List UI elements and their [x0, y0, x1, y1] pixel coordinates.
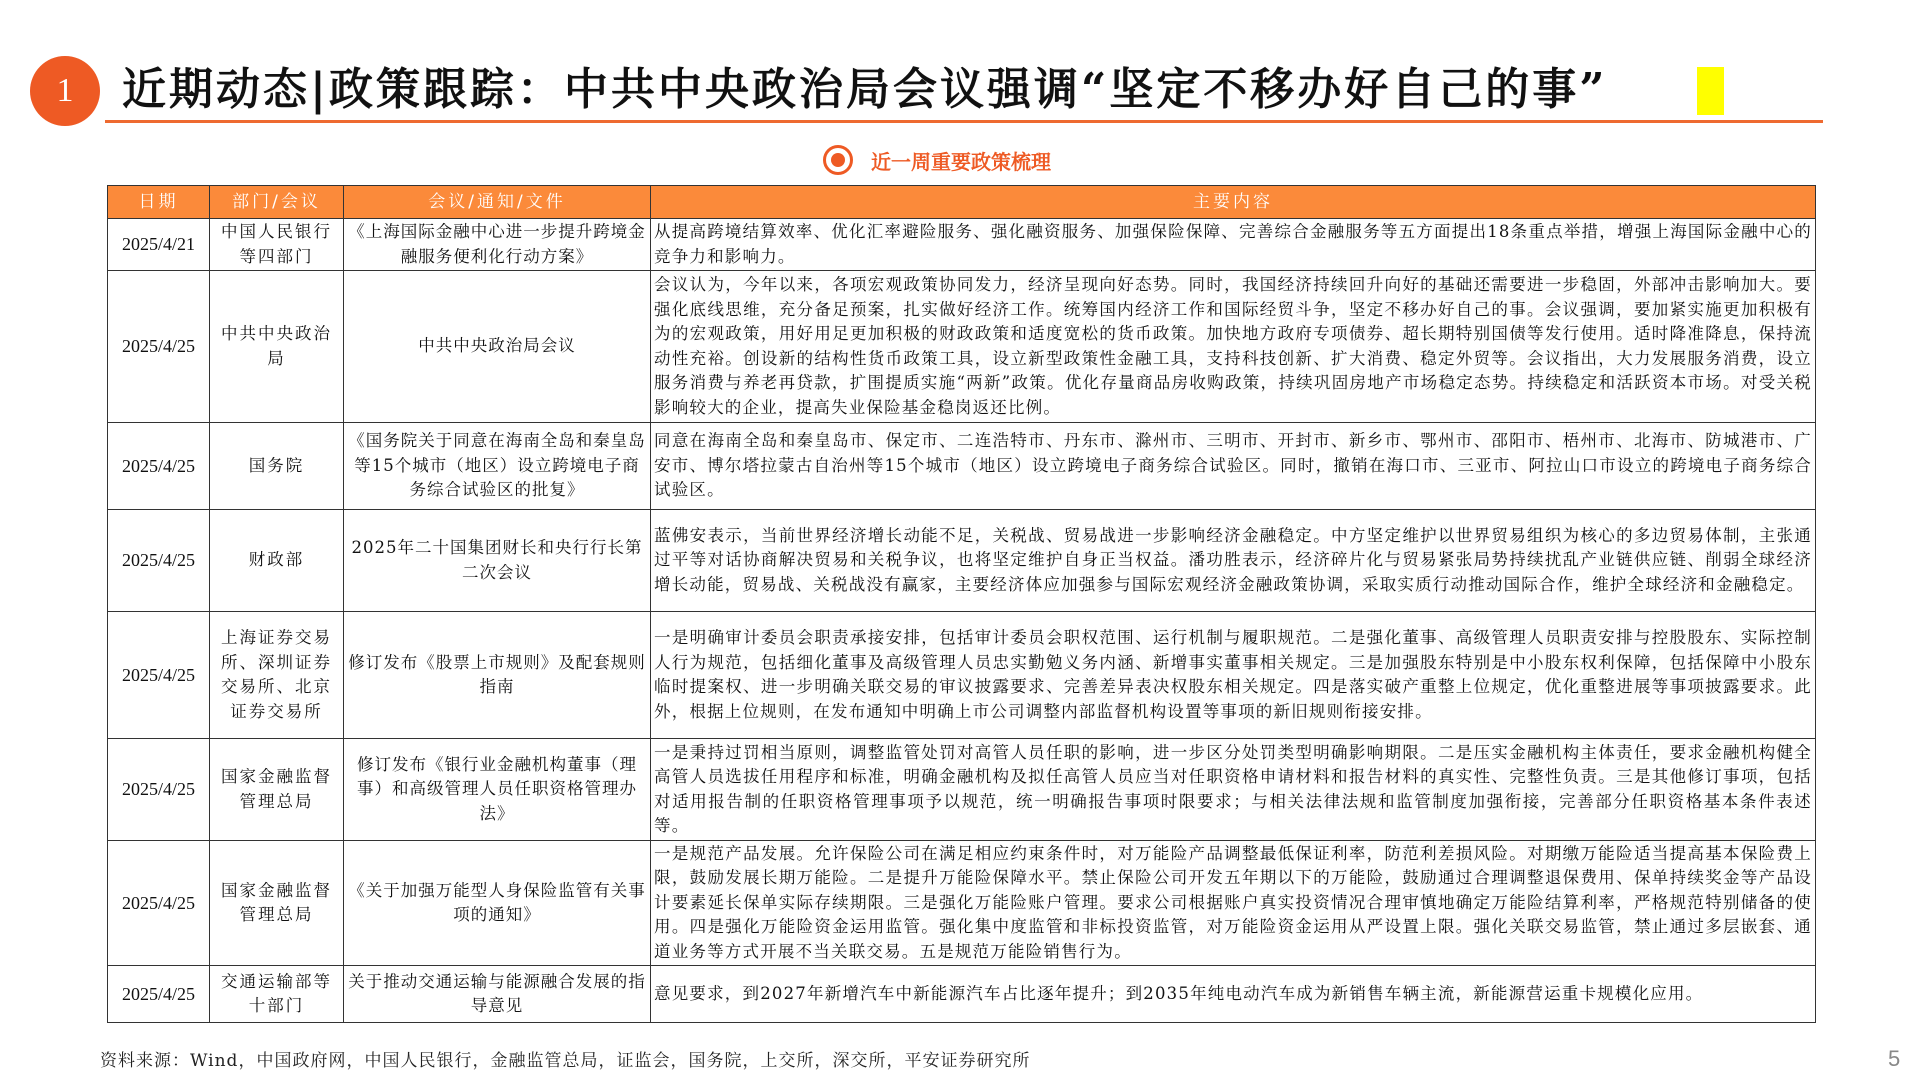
- cell-doc: 《关于加强万能型人身保险监管有关事项的通知》: [344, 841, 651, 966]
- table-row: [108, 966, 1816, 1023]
- section-number-badge: 1: [30, 56, 100, 126]
- page-number: 5: [1888, 1046, 1901, 1071]
- cell-date: 2025/4/25: [108, 271, 210, 423]
- cell-doc: 中共中央政治局会议: [344, 271, 651, 423]
- cell-doc: 《国务院关于同意在海南全岛和秦皇岛等15个城市（地区）设立跨境电子商务综合试验区的批复》: [344, 423, 651, 510]
- cell-date: 2025/4/25: [108, 612, 210, 739]
- cell-dept: 上海证券交易所、深圳证券交易所、北京证券交易所: [210, 612, 344, 739]
- cell-doc: 《上海国际金融中心进一步提升跨境金融服务便利化行动方案》: [344, 219, 651, 271]
- column-header-content: 主要内容: [651, 186, 1816, 219]
- cell-content: 从提高跨境结算效率、优化汇率避险服务、强化融资服务、加强保险保障、完善综合金融服务等五方面提出18条重点举措，增强上海国际金融中心的竞争力和影响力。: [651, 219, 1816, 271]
- cell-dept: 国家金融监督管理总局: [210, 841, 344, 966]
- cell-dept: 财政部: [210, 510, 344, 612]
- cell-doc: 关于推动交通运输与能源融合发展的指导意见: [344, 966, 651, 1023]
- column-header-date: 日期: [108, 186, 210, 219]
- cell-date: 2025/4/25: [108, 423, 210, 510]
- cell-dept: 国务院: [210, 423, 344, 510]
- table-subtitle: [823, 142, 1051, 178]
- cell-date: 2025/4/25: [108, 510, 210, 612]
- table-row: [108, 219, 1816, 271]
- cell-date: 2025/4/25: [108, 966, 210, 1023]
- table-header-row: [108, 186, 1816, 219]
- title-underline-divider: [105, 120, 1823, 123]
- cell-date: 2025/4/25: [108, 841, 210, 966]
- column-header-dept: 部门/会议: [210, 186, 344, 219]
- cell-content: 一是明确审计委员会职责承接安排，包括审计委员会职权范围、运行机制与履职规范。二是强化董事、高级管理人员职责安排与控股股东、实际控制人行为规范，包括细化董事及高级管理人员忠实勤勉义务内涵、新增事实董事相关规定。三是加强股东特别是中小股东权利保障，包括保障中小股东临时提案权、进一步明确关联交易的审议披露要求、完善差异表决权股东相关规定。四是落实破产重整上位规定，优化重整进展等事项披露要求。此外，根据上位规则，在发布通知中明确上市公司调整内部监督机构设置等事项的新旧规则衔接安排。: [651, 612, 1816, 739]
- cell-doc: 修订发布《股票上市规则》及配套规则指南: [344, 612, 651, 739]
- table-row: [108, 612, 1816, 739]
- cell-date: 2025/4/25: [108, 739, 210, 841]
- cell-content: 一是规范产品发展。允许保险公司在满足相应约束条件时，对万能险产品调整最低保证利率，防范利差损风险。对期缴万能险适当提高基本保险费上限，鼓励发展长期万能险。二是提升万能险保障水平。禁止保险公司开发五年期以下的万能险，鼓励通过合理调整退保费用、保单持续奖金等产品设计要素延长保单实际存续期限。三是强化万能险账户管理。要求公司根据账户真实投资情况合理审慎地确定万能险结算利率，严格规范特别储备的使用。四是强化万能险资金运用监管。强化集中度监管和非标投资监管，对万能险资金运用从严设置上限。强化关联交易监管，禁止通过多层嵌套、通道业务等方式开展不当关联交易。五是规范万能险销售行为。: [651, 841, 1816, 966]
- cell-content: 一是秉持过罚相当原则，调整监管处罚对高管人员任职的影响，进一步区分处罚类型明确影响期限。二是压实金融机构主体责任，要求金融机构健全高管人员选拔任用程序和标准，明确金融机构及拟任高管人员应当对任职资格申请材料和报告材料的真实性、完整性负责。三是其他修订事项，包括对适用报告制的任职资格管理事项予以规范，统一明确报告事项时限要求；与相关法律法规和监管制度加强衔接，完善部分任职资格基本条件表述等。: [651, 739, 1816, 841]
- table-row: [108, 271, 1816, 423]
- cell-content: 蓝佛安表示，当前世界经济增长动能不足，关税战、贸易战进一步影响经济金融稳定。中方坚定维护以世界贸易组织为核心的多边贸易体制，主张通过平等对话协商解决贸易和关税争议，也将坚定维护自身正当权益。潘功胜表示，经济碎片化与贸易紧张局势持续扰乱产业链供应链、削弱全球经济增长动能，贸易战、关税战没有赢家，主要经济体应加强参与国际宏观经济金融政策协调，采取实质行动推动国际合作，维护全球经济和金融稳定。: [651, 510, 1816, 612]
- subtitle-text: 近一周重要政策梳理: [871, 149, 1051, 174]
- cell-dept: 交通运输部等十部门: [210, 966, 344, 1023]
- yellow-highlight-marker: [1697, 67, 1724, 115]
- cell-date: 2025/4/21: [108, 219, 210, 271]
- cell-dept: 国家金融监督管理总局: [210, 739, 344, 841]
- column-header-doc: 会议/通知/文件: [344, 186, 651, 219]
- cell-doc: 修订发布《银行业金融机构董事（理事）和高级管理人员任职资格管理办法》: [344, 739, 651, 841]
- page-title: 近期动态|政策跟踪：中共中央政治局会议强调“坚定不移办好自己的事”: [122, 64, 1608, 115]
- cell-dept: 中共中央政治局: [210, 271, 344, 423]
- cell-content: 会议认为，今年以来，各项宏观政策协同发力，经济呈现向好态势。同时，我国经济持续回升向好的基础还需要进一步稳固，外部冲击影响加大。要强化底线思维，充分备足预案，扎实做好经济工作。统筹国内经济工作和国际经贸斗争，坚定不移办好自己的事。会议强调，要加紧实施更加积极有为的宏观政策，用好用足更加积极的财政政策和适度宽松的货币政策。加快地方政府专项债券、超长期特别国债等发行使用。适时降准降息，保持流动性充裕。创设新的结构性货币政策工具，设立新型政策性金融工具，支持科技创新、扩大消费、稳定外贸等。会议指出，大力发展服务消费，设立服务消费与养老再贷款，扩围提质实施“两新”政策。优化存量商品房收购政策，持续巩固房地产市场稳定态势。持续稳定和活跃资本市场。对受关税影响较大的企业，提高失业保险基金稳岗返还比例。: [651, 271, 1816, 423]
- source-footnote: 资料来源：Wind，中国政府网，中国人民银行，金融监管总局，证监会，国务院，上交所，深交所，平安证券研究所: [100, 1051, 1031, 1071]
- cell-dept: 中国人民银行等四部门: [210, 219, 344, 271]
- table-row: [108, 841, 1816, 966]
- cell-doc: 2025年二十国集团财长和央行行长第二次会议: [344, 510, 651, 612]
- cell-content: 同意在海南全岛和秦皇岛市、保定市、二连浩特市、丹东市、滁州市、三明市、开封市、新乡市、鄂州市、邵阳市、梧州市、北海市、防城港市、广安市、博尔塔拉蒙古自治州等15个城市（地区）设立跨境电子商务综合试验区。同时，撤销在海口市、三亚市、阿拉山口市设立的跨境电子商务综合试验区。: [651, 423, 1816, 510]
- policy-table: [107, 185, 1816, 1023]
- target-icon: [823, 145, 853, 175]
- cell-content: 意见要求，到2027年新增汽车中新能源汽车占比逐年提升；到2035年纯电动汽车成为新销售车辆主流，新能源营运重卡规模化应用。: [651, 966, 1816, 1023]
- table-row: [108, 510, 1816, 612]
- table-row: [108, 739, 1816, 841]
- table-row: [108, 423, 1816, 510]
